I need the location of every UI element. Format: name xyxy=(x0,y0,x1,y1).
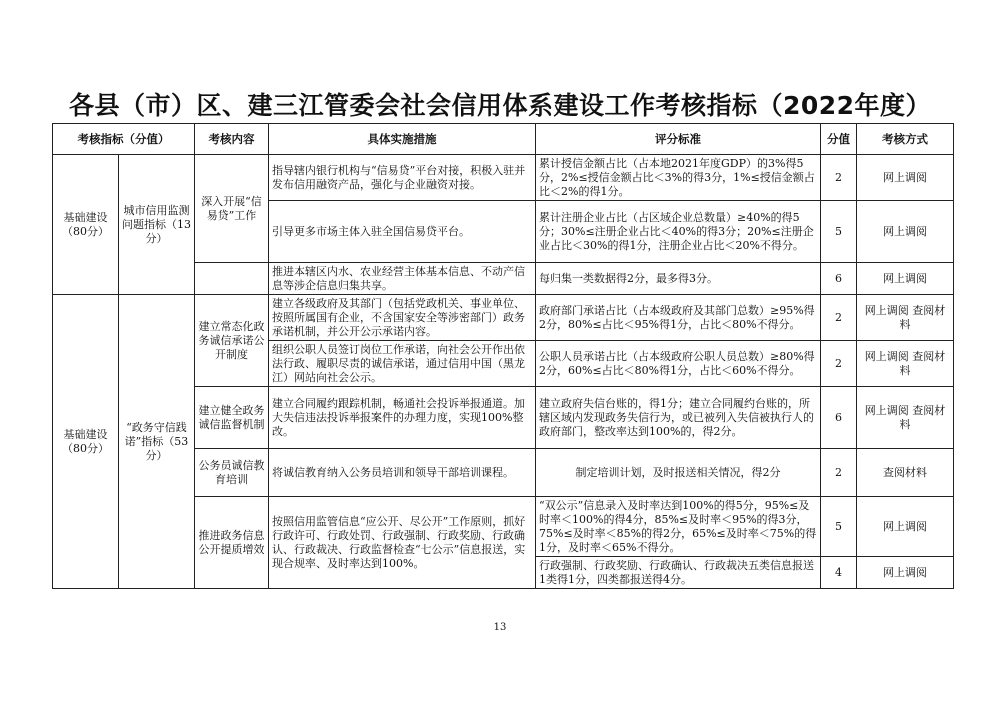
measure-cell: 推进本辖区内水、农业经营主体基本信息、不动产信息等涉企信息归集共享。 xyxy=(269,263,536,295)
score-cell: 2 xyxy=(821,341,857,387)
criteria-cell: “双公示”信息录入及时率达到100%的得5分，95%≤及时率＜100%的得4分，85%≤及时率＜95%的得3分，75%≤及时率＜85%的得2分，65%≤及时率＜75%的得1分，及时率＜65%不得分。 xyxy=(536,497,821,557)
method-cell: 网上调阅 查阅材料 xyxy=(857,295,954,341)
method-cell: 网上调阅 查阅材料 xyxy=(857,387,954,449)
score-cell: 6 xyxy=(821,263,857,295)
criteria-cell: 建立政府失信台账的，得1分；建立合同履约台账的，所辖区域内发现政务失信行为，或已被列入失信被执行人的政府部门，整改率达到100%的，得2分。 xyxy=(536,387,821,449)
content-cell: 公务员诚信教育培训 xyxy=(195,449,269,497)
table-header-row xyxy=(53,124,954,155)
sub-indicator-cell: “政务守信践诺”指标（53分） xyxy=(119,295,195,589)
header-criteria: 评分标准 xyxy=(536,124,821,155)
measure-cell: 建立合同履约跟踪机制，畅通社会投诉举报通道。加大失信违法投诉举报案件的办理力度，实现100%整改。 xyxy=(269,387,536,449)
document-title: 各县（市）区、建三江管委会社会信用体系建设工作考核指标（2022年度） xyxy=(68,91,932,120)
score-cell: 4 xyxy=(821,557,857,589)
sub-indicator-cell: 城市信用监测问题指标（13分） xyxy=(119,155,195,295)
measure-cell: 将诚信教育纳入公务员培训和领导干部培训课程。 xyxy=(269,449,536,497)
measure-cell: 按照信用监管信息“应公开、尽公开”工作原则，抓好行政许可、行政处罚、行政强制、行政奖励、行政确认、行政裁决、行政监督检查“七公示”信息报送，实现合规率、及时率达到100%。 xyxy=(269,497,536,589)
score-cell: 2 xyxy=(821,155,857,201)
method-cell: 网上调阅 xyxy=(857,557,954,589)
header-method: 考核方式 xyxy=(857,124,954,155)
criteria-cell: 行政强制、行政奖励、行政确认、行政裁决五类信息报送1类得1分，四类都报送得4分。 xyxy=(536,557,821,589)
measure-cell: 引导更多市场主体入驻全国信易贷平台。 xyxy=(269,201,536,263)
method-cell: 网上调阅 xyxy=(857,155,954,201)
content-cell: 建立常态化政务诚信承诺公开制度 xyxy=(195,295,269,387)
method-cell: 网上调阅 xyxy=(857,497,954,557)
header-indicator: 考核指标（分值） xyxy=(53,124,195,155)
content-cell-empty xyxy=(195,263,269,295)
score-cell: 2 xyxy=(821,449,857,497)
header-content: 考核内容 xyxy=(195,124,269,155)
measure-cell: 建立各级政府及其部门（包括党政机关、事业单位、按照所属国有企业，不含国家安全等涉密部门）政务承诺机制，并公开公示承诺内容。 xyxy=(269,295,536,341)
score-cell: 5 xyxy=(821,497,857,557)
measure-cell: 组织公职人员签订岗位工作承诺，向社会公开作出依法行政、履职尽责的诚信承诺，通过信用中国（黑龙江）网站向社会公示。 xyxy=(269,341,536,387)
header-measures: 具体实施措施 xyxy=(269,124,536,155)
assessment-table xyxy=(52,123,954,589)
page-number: 13 xyxy=(493,622,507,633)
method-cell: 网上调阅 xyxy=(857,263,954,295)
method-cell: 网上调阅 查阅材料 xyxy=(857,341,954,387)
header-score: 分值 xyxy=(821,124,857,155)
method-cell: 网上调阅 xyxy=(857,201,954,263)
score-cell: 5 xyxy=(821,201,857,263)
content-cell: 建立健全政务诚信监督机制 xyxy=(195,387,269,449)
score-cell: 6 xyxy=(821,387,857,449)
criteria-cell: 公职人员承诺占比（占本级政府公职人员总数）≥80%得2分，60%≤占比＜80%得1分，占比＜60%不得分。 xyxy=(536,341,821,387)
content-cell: 推进政务信息公开提质增效 xyxy=(195,497,269,589)
criteria-cell: 制定培训计划，及时报送相关情况，得2分 xyxy=(536,449,821,497)
method-cell: 查阅材料 xyxy=(857,449,954,497)
criteria-cell: 累计注册企业占比（占区域企业总数量）≥40%的得5分；30%≤注册企业占比＜40%的得3分；20%≤注册企业占比＜30%的得1分，注册企业占比＜20%不得分。 xyxy=(536,201,821,263)
criteria-cell: 政府部门承诺占比（占本级政府及其部门总数）≥95%得2分，80%≤占比＜95%得1分，占比＜80%不得分。 xyxy=(536,295,821,341)
content-cell: 深入开展“信易贷”工作 xyxy=(195,155,269,263)
measure-cell: 指导辖内银行机构与“信易贷”平台对接，积极入驻并发布信用融资产品，强化与企业融资对接。 xyxy=(269,155,536,201)
category-cell: 基础建设（80分） xyxy=(53,295,119,589)
criteria-cell: 每归集一类数据得2分，最多得3分。 xyxy=(536,263,821,295)
category-cell: 基础建设（80分） xyxy=(53,155,119,295)
score-cell: 2 xyxy=(821,295,857,341)
table-row xyxy=(53,155,954,201)
criteria-cell: 累计授信金额占比（占本地2021年度GDP）的3%得5分，2%≤授信金额占比＜3%的得3分，1%≤授信金额占比＜2%的得1分。 xyxy=(536,155,821,201)
table-row xyxy=(53,295,954,341)
